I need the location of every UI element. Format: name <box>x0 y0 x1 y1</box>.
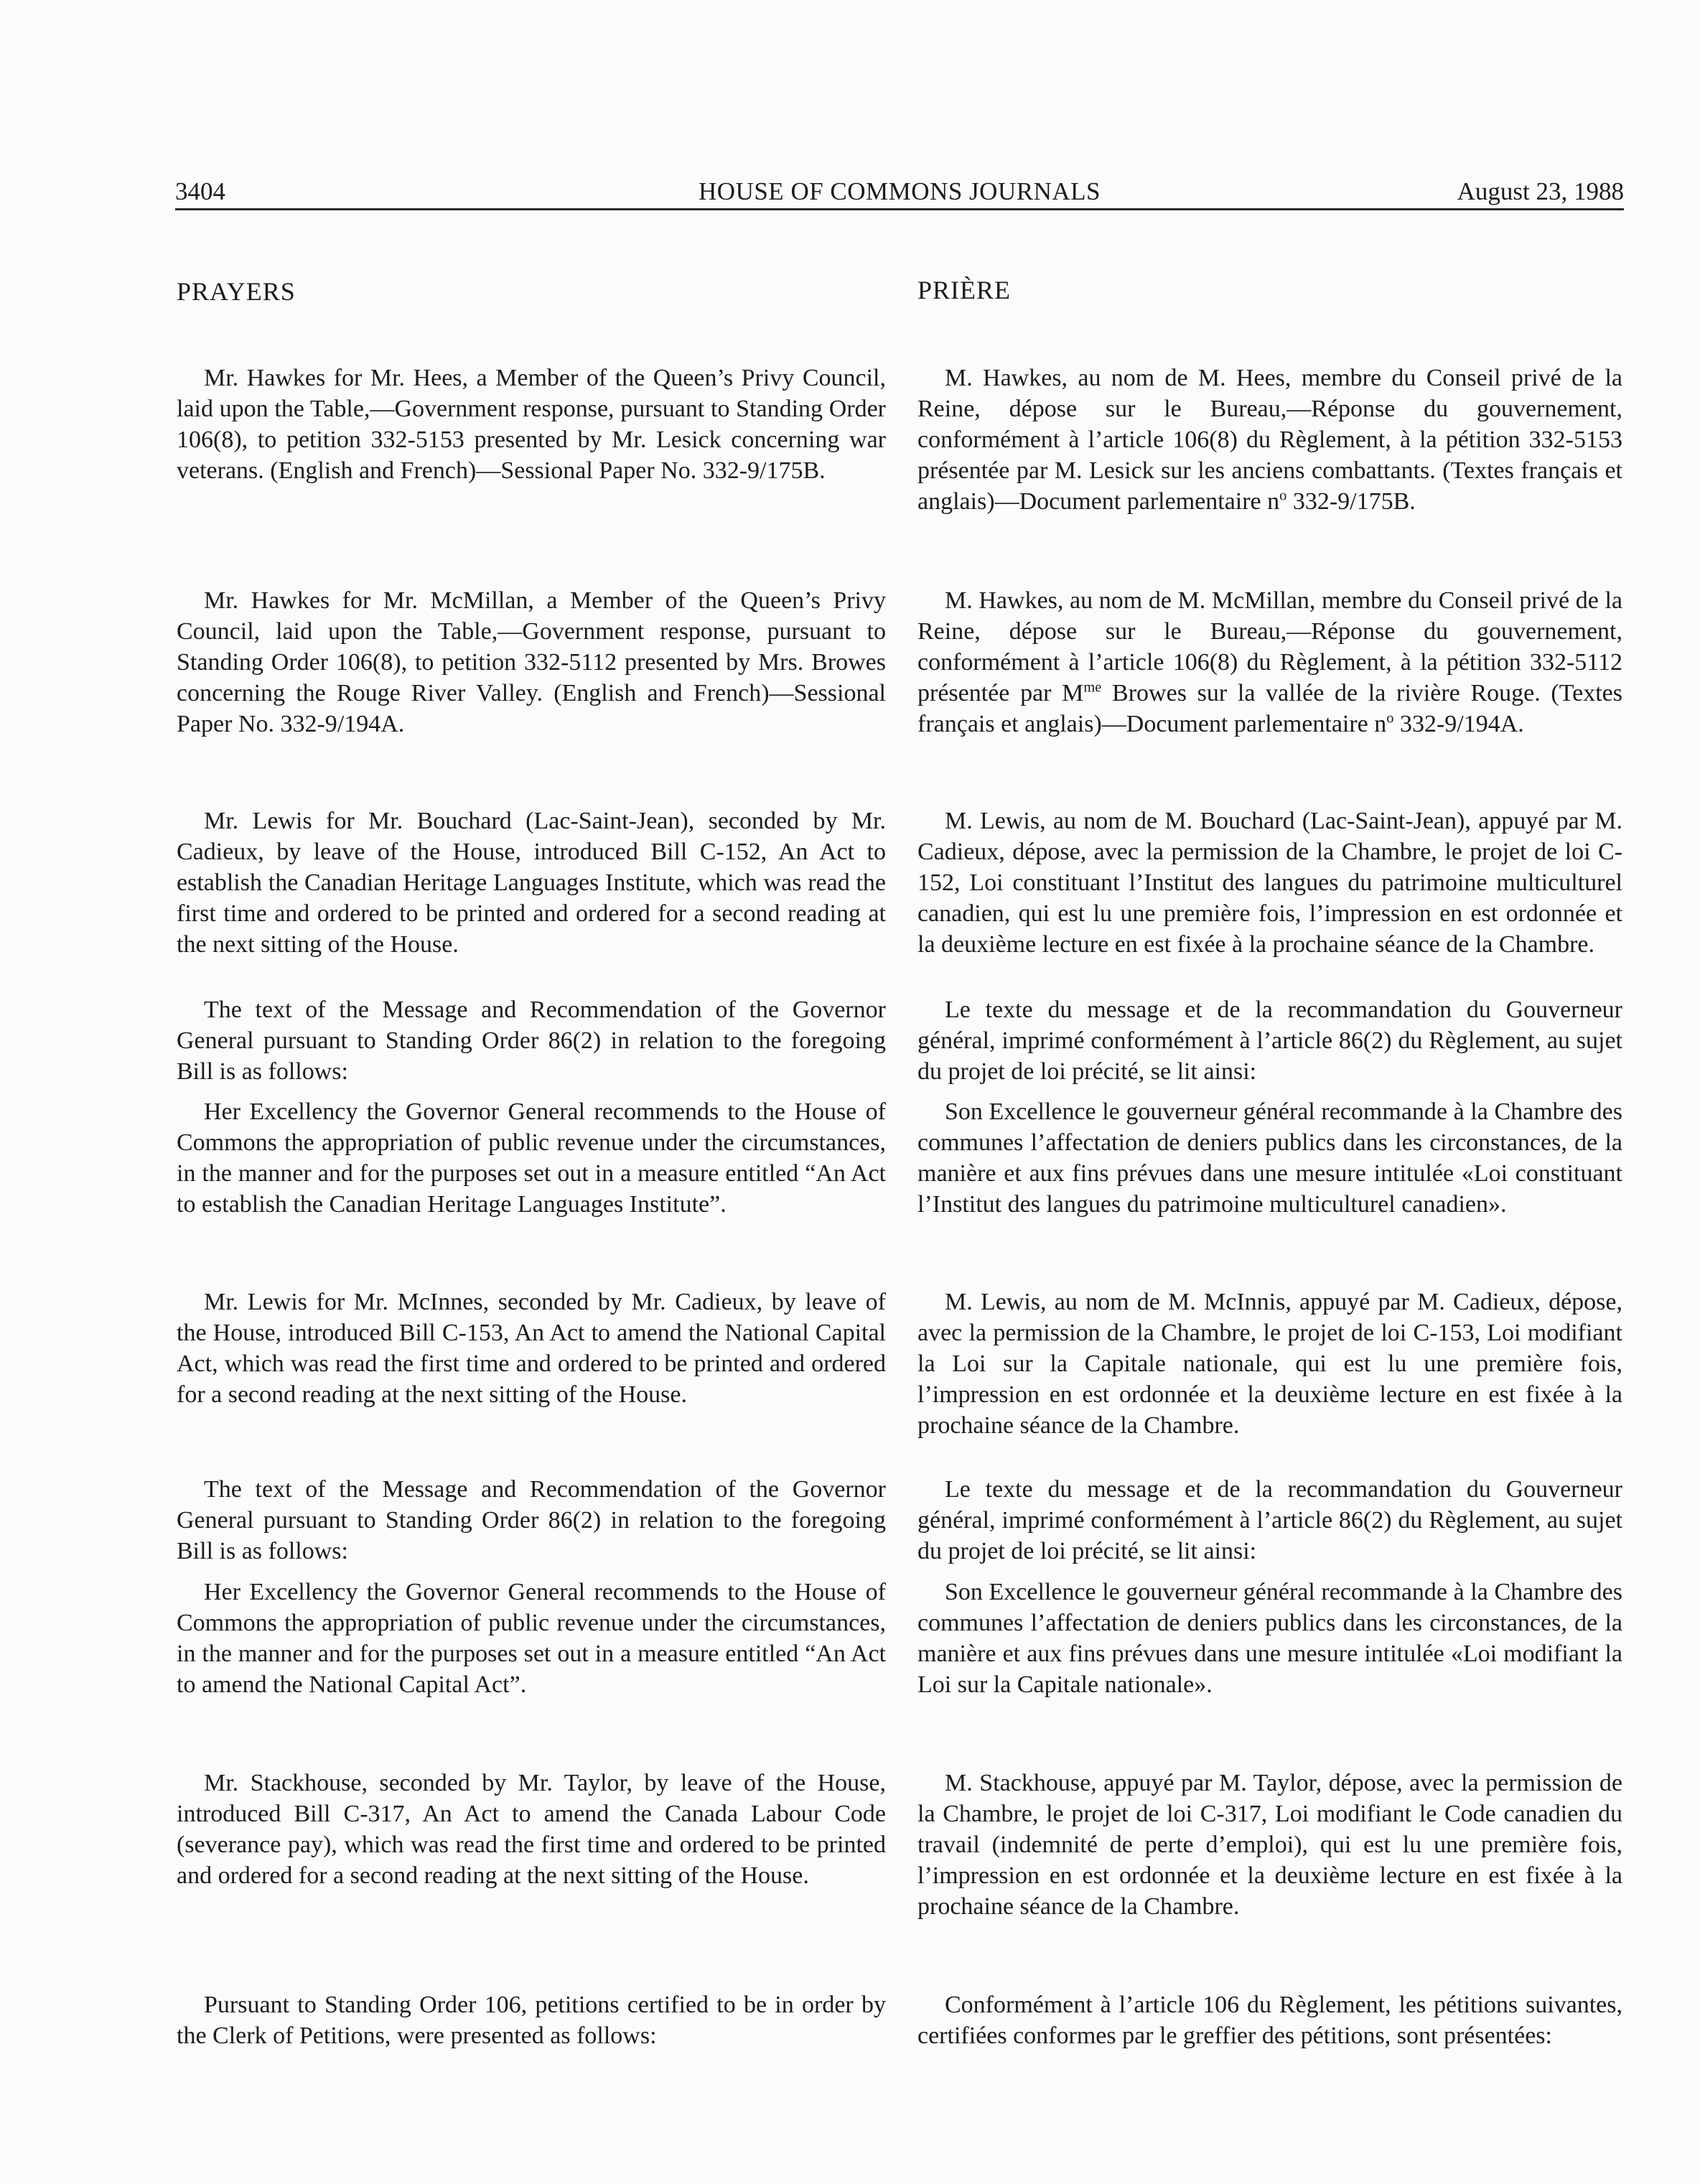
en-paragraph-10: Pursuant to Standing Order 106, petitions certified to be in order by the Clerk of Petitions, were presented as follows: <box>177 1992 886 2049</box>
en-paragraph-4: The text of the Message and Recommendation of the Governor General pursuant to Standing Order 86(2) in relation to the foregoing Bill is as follows: <box>177 997 886 1085</box>
heading-priere: PRIÈRE <box>917 276 1012 304</box>
fr-paragraph-3: M. Lewis, au nom de M. Bouchard (Lac-Saint-Jean), appuyé par M. Cadieux, dépose, avec la permission de la Chambre, le projet de loi C-152, Loi constituant l’Institut des langues du patrimoine multiculturel canadien, qui est lu une première fois, l’impression en est ordonnée et la deuxième lecture en est fixée à la prochaine séance de la Chambre. <box>917 808 1622 958</box>
en-paragraph-9: Mr. Stackhouse, seconded by Mr. Taylor, by leave of the House, introduced Bill C-317, An Act to amend the Canada Labour Code (severance pay), which was read the first time and ordered to be printed and ordered for a second reading at the next sitting of the House. <box>177 1770 886 1889</box>
page-header <box>175 175 1624 210</box>
en-paragraph-1: Mr. Hawkes for Mr. Hees, a Member of the Queen’s Privy Council, laid upon the Table,—Government response, pursuant to Standing Order 106(8), to petition 332-5153 presented by Mr. Lesick concerning war veterans. (English and French)—Sessional Paper No. 332-9/175B. <box>177 365 886 484</box>
journal-date: August 23, 1988 <box>1457 177 1624 205</box>
en-paragraph-6: Mr. Lewis for Mr. McInnes, seconded by Mr. Cadieux, by leave of the House, introduced Bill C-153, An Act to amend the National Capital Act, which was read the first time and ordered to be printed and ordered for a second reading at the next sitting of the House. <box>177 1289 886 1408</box>
journal-title: HOUSE OF COMMONS JOURNALS <box>699 177 1101 205</box>
en-paragraph-2: Mr. Hawkes for Mr. McMillan, a Member of the Queen’s Privy Council, laid upon the Table,—Government response, pursuant to Standing Order 106(8), to petition 332-5112 presented by Mrs. Browes concerning the Rouge River Valley. (English and French)—Sessional Paper No. 332-9/194A. <box>177 587 886 737</box>
fr-paragraph-2: M. Hawkes, au nom de M. McMillan, membre du Conseil privé de la Reine, dépose sur le Bureau,—Réponse du gouvernement, conformément à l’article 106(8) du Règlement, à la pétition 332-5112 présentée par $M^{me}$ Browes sur la vallée de la rivière Rouge. (Textes français et anglais)—Document parlementaire $n^o$ 332-9/194A. <box>917 587 1622 737</box>
en-paragraph-3: Mr. Lewis for Mr. Bouchard (Lac-Saint-Jean), seconded by Mr. Cadieux, by leave of the House, introduced Bill C-152, An Act to establish the Canadian Heritage Languages Institute, which was read the first time and ordered to be printed and ordered for a second reading at the next sitting of the House. <box>177 808 886 958</box>
heading-prayers: PRAYERS <box>177 277 296 306</box>
fr-paragraph-7: Le texte du message et de la recommandation du Gouverneur général, imprimé conformément à l’article 86(2) du Règlement, au sujet du projet de loi précité, se lit ainsi: <box>917 1476 1622 1564</box>
fr-paragraph-6: M. Lewis, au nom de M. McInnis, appuyé par M. Cadieux, dépose, avec la permission de la Chambre, le projet de loi C-153, Loi modifiant la Loi sur la Capitale nationale, qui est lu une première fois, l’impression en est ordonnée et la deuxième lecture en est fixée à la prochaine séance de la Chambre. <box>917 1289 1622 1439</box>
en-paragraph-8: Her Excellency the Governor General recommends to the House of Commons the appropriation of public revenue under the circumstances, in the manner and for the purposes set out in a measure entitled “An Act to amend the National Capital Act”. <box>177 1579 886 1698</box>
page-number: 3404 <box>175 177 225 205</box>
fr-paragraph-5: Son Excellence le gouverneur général recommande à la Chambre des communes l’affectation de deniers publics dans les circonstances, de la manière et aux fins prévues dans une mesure intitulée «Loi constituant l’Institut des langues du patrimoine multiculturel canadien». <box>917 1098 1622 1218</box>
en-paragraph-7: The text of the Message and Recommendation of the Governor General pursuant to Standing Order 86(2) in relation to the foregoing Bill is as follows: <box>177 1476 886 1564</box>
fr-paragraph-8: Son Excellence le gouverneur général recommande à la Chambre des communes l’affectation de deniers publics dans les circonstances, de la manière et aux fins prévues dans une mesure intitulée «Loi modifiant la Loi sur la Capitale nationale». <box>917 1579 1622 1698</box>
en-paragraph-5: Her Excellency the Governor General recommends to the House of Commons the appropriation of public revenue under the circumstances, in the manner and for the purposes set out in a measure entitled “An Act to establish the Canadian Heritage Languages Institute”. <box>177 1098 886 1218</box>
fr-paragraph-1: M. Hawkes, au nom de M. Hees, membre du Conseil privé de la Reine, dépose sur le Bureau,—Réponse du gouvernement, conformément à l’article 106(8) du Règlement, à la pétition 332-5153 présentée par M. Lesick sur les anciens combattants. (Textes français et anglais)—Document parlementaire $n^o$ 332-9/175B. <box>917 365 1622 515</box>
fr-paragraph-10: Conformément à l’article 106 du Règlement, les pétitions suivantes, certifiées conformes par le greffier des pétitions, sont présentées: <box>917 1992 1622 2049</box>
fr-paragraph-9: M. Stackhouse, appuyé par M. Taylor, dépose, avec la permission de la Chambre, le projet de loi C-317, Loi modifiant le Code canadien du travail (indemnité de perte d’emploi), qui est lu une première fois, l’impression en est ordonnée et la deuxième lecture en est fixée à la prochaine séance de la Chambre. <box>917 1770 1622 1920</box>
fr-paragraph-4: Le texte du message et de la recommandation du Gouverneur général, imprimé conformément à l’article 86(2) du Règlement, au sujet du projet de loi précité, se lit ainsi: <box>917 997 1622 1085</box>
